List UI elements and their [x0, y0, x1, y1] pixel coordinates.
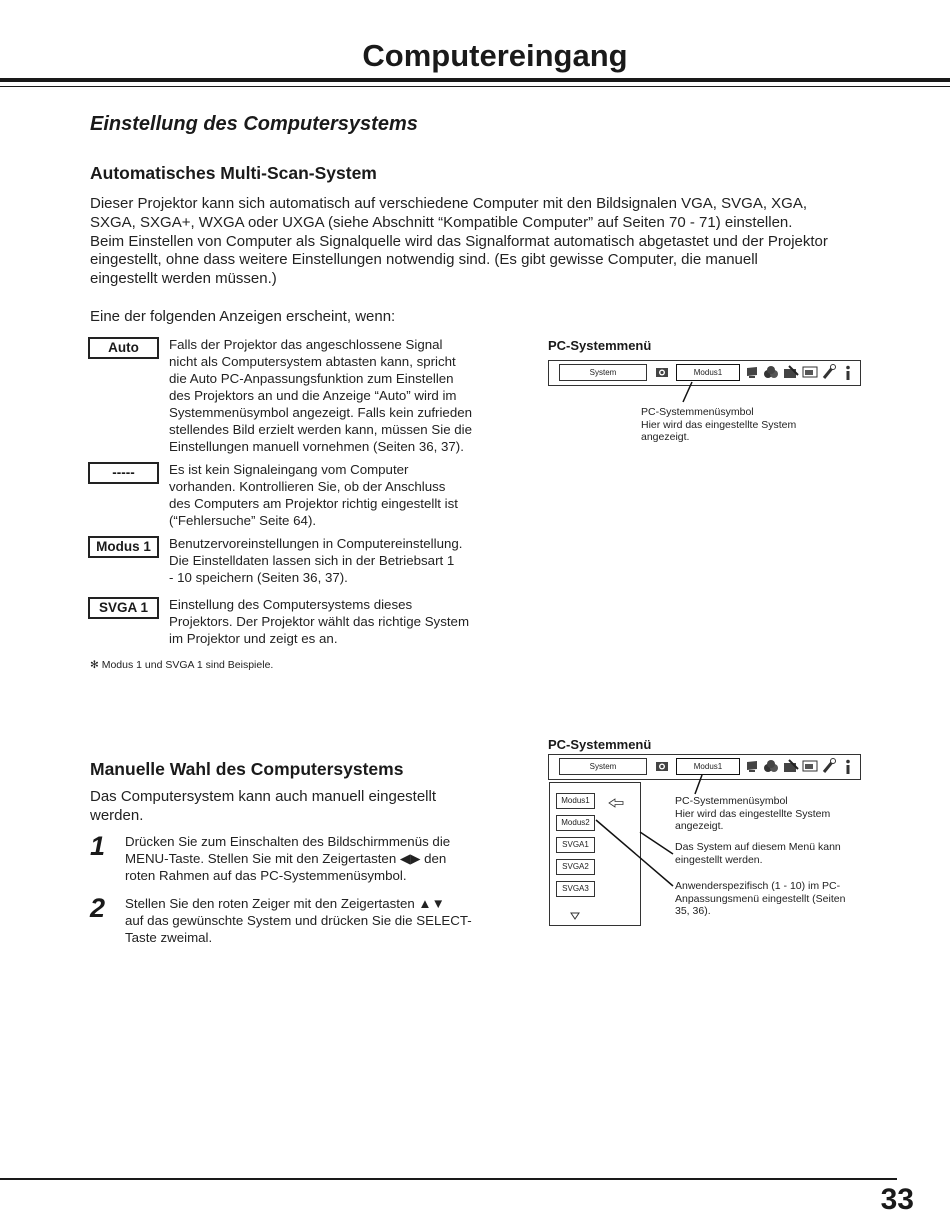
- modus-button[interactable]: Modus1: [676, 364, 740, 381]
- item-svga1-desc: [169, 596, 509, 647]
- menu2-callout-2: [675, 841, 841, 866]
- desc-line: Es ist kein Signaleingang vom Computer: [169, 462, 409, 477]
- callout-line: angezeigt.: [675, 820, 724, 832]
- desc-line: stellendes Bild erzielt werden kann, müssen Sie die: [169, 422, 473, 437]
- modus-button[interactable]: Modus1: [676, 758, 740, 775]
- callout-line: Das System auf diesem Menü kann: [675, 841, 841, 853]
- callout-line: PC-Systemmenüsymbol: [641, 406, 754, 418]
- desc-line: (“Fehlersuche” Seite 64).: [169, 513, 317, 528]
- para-line: Dieser Projektor kann sich automatisch auf verschiedene Computer mit den Bildsignalen VGA, SVGA, XGA,: [90, 195, 808, 212]
- list-item[interactable]: SVGA1: [556, 837, 595, 853]
- section-title: Einstellung des Computersystems: [90, 113, 418, 135]
- auto-heading: Automatisches Multi-Scan-System: [90, 163, 377, 183]
- list-item[interactable]: SVGA3: [556, 881, 595, 897]
- callout-line: angezeigt.: [641, 431, 690, 443]
- callout-line: PC-Systemmenüsymbol: [675, 795, 788, 807]
- callout-line: Anwenderspezifisch (1 - 10) im PC-: [675, 880, 841, 892]
- footer-rule: [0, 1178, 897, 1180]
- page-number: 33: [880, 1183, 914, 1216]
- label-modus1: Modus 1: [88, 536, 159, 558]
- screen-icon[interactable]: [745, 365, 759, 384]
- desc-line: Die Einstelldaten lassen sich in der Betriebsart 1: [169, 553, 455, 568]
- settings-icon[interactable]: [783, 364, 799, 385]
- menu2-icon-callout-line: [690, 774, 710, 796]
- image-icon[interactable]: [802, 759, 818, 778]
- intro-line: Das Computersystem kann auch manuell eingestellt: [90, 788, 437, 805]
- menu2-title: PC-Systemmenü: [548, 737, 652, 752]
- footnote: ✻ Modus 1 und SVGA 1 sind Beispiele.: [90, 659, 274, 671]
- desc-line: nicht als Computersystem abtasten kann, spricht: [169, 354, 456, 369]
- label-svga1: SVGA 1: [88, 597, 159, 619]
- para-line: eingestellt, ohne dass weitere Einstellungen notwendig sind. (Es gibt gewisse Computer, die manuell: [90, 251, 758, 269]
- menu1-bar: [548, 360, 861, 386]
- step-line: MENU-Taste. Stellen Sie mit den Zeigertasten ◀▶ den: [125, 851, 447, 866]
- callout-line: 35, 36).: [675, 905, 711, 917]
- scroll-down-icon[interactable]: [570, 907, 580, 925]
- menu2-callout-lines: [540, 770, 680, 890]
- callout-line: Hier wird das eingestellte System: [641, 418, 797, 431]
- tool-icon[interactable]: [822, 364, 836, 385]
- color-icon[interactable]: [763, 759, 779, 778]
- system-button[interactable]: System: [559, 758, 647, 775]
- list-item[interactable]: SVGA2: [556, 859, 595, 875]
- desc-line: Benutzervoreinstellungen in Computereinstellung.: [169, 536, 463, 551]
- item-auto-desc: [169, 336, 509, 455]
- menu1-callout-line: [680, 380, 700, 404]
- auto-intro: Eine der folgenden Anzeigen erscheint, wenn:: [90, 308, 396, 325]
- menu2-callout-3: [675, 880, 845, 918]
- camera-icon[interactable]: [655, 365, 669, 384]
- desc-line: im Projektor und zeigt es an.: [169, 631, 338, 646]
- para-line: eingestellt werden müssen.): [90, 270, 277, 288]
- step-2-text: [125, 895, 505, 946]
- desc-line: - 10 speichern (Seiten 36, 37).: [169, 570, 348, 585]
- callout-line: eingestellt werden.: [675, 853, 763, 866]
- list-item[interactable]: Modus1: [556, 793, 595, 809]
- desc-line: des Computers am Projektor richtig eingestellt ist: [169, 496, 458, 511]
- header-rule-thin: [0, 86, 950, 87]
- manual-heading: Manuelle Wahl des Computersystems: [90, 759, 404, 779]
- menu1-title: PC-Systemmenü: [548, 338, 652, 353]
- callout-line: Anpassungsmenü eingestellt (Seiten: [675, 892, 846, 905]
- step-line: auf das gewünschte System und drücken Sie die SELECT-: [125, 913, 472, 928]
- tool-icon[interactable]: [822, 758, 836, 779]
- desc-line: Einstellungen manuell vornehmen (Seiten 36, 37).: [169, 439, 464, 454]
- screen-icon[interactable]: [745, 759, 759, 778]
- step-1-text: [125, 833, 505, 884]
- label-auto: Auto: [88, 337, 159, 359]
- item-no-signal-desc: [169, 461, 509, 529]
- color-icon[interactable]: [763, 365, 779, 384]
- callout-line: Hier wird das eingestellte System: [675, 807, 831, 820]
- step-line: Stellen Sie den roten Zeiger mit den Zeigertasten ▲▼: [125, 896, 445, 911]
- auto-paragraph: [90, 195, 910, 289]
- page-title: Computereingang: [362, 38, 628, 73]
- desc-line: des Projektors an und die Anzeige “Auto” wird im: [169, 388, 457, 403]
- desc-line: Einstellung des Computersystems dieses: [169, 597, 413, 612]
- step-line: Drücken Sie zum Einschalten des Bildschirmmenüs die: [125, 834, 451, 849]
- image-icon[interactable]: [802, 365, 818, 384]
- manual-intro: [90, 788, 490, 826]
- para-line: SXGA, SXGA+, WXGA oder UXGA (siehe Abschnitt “Kompatible Computer” auf Seiten 70 - 71) einstellen.: [90, 213, 793, 231]
- menu2-callout-1: [675, 795, 830, 833]
- info-icon[interactable]: [843, 365, 853, 386]
- desc-line: Systemmenüsymbol angezeigt. Falls kein zufrieden: [169, 405, 473, 420]
- desc-line: vorhanden. Kontrollieren Sie, ob der Anschluss: [169, 479, 446, 494]
- menu1-callout: [641, 406, 796, 444]
- step-line: Taste zweimal.: [125, 930, 213, 945]
- label-no-signal: -----: [88, 462, 159, 484]
- step-number: 2: [90, 893, 106, 923]
- desc-line: Falls der Projektor das angeschlossene Signal: [169, 337, 443, 352]
- settings-icon[interactable]: [783, 758, 799, 779]
- desc-line: die Auto PC-Anpassungsfunktion zum Einstellen: [169, 371, 454, 386]
- header-rule: [0, 78, 950, 82]
- system-button[interactable]: System: [559, 364, 647, 381]
- intro-line: werden.: [90, 806, 144, 824]
- para-line: Beim Einstellen von Computer als Signalquelle wird das Signalformat automatisch abgetastet und der Projektor: [90, 232, 828, 250]
- list-item[interactable]: Modus2: [556, 815, 595, 831]
- step-number: 1: [90, 831, 106, 861]
- desc-line: Projektors. Der Projektor wählt das richtige System: [169, 614, 470, 629]
- step-line: roten Rahmen auf das PC-Systemmenüsymbol.: [125, 868, 407, 883]
- item-modus1-desc: [169, 535, 509, 586]
- info-icon[interactable]: [843, 759, 853, 780]
